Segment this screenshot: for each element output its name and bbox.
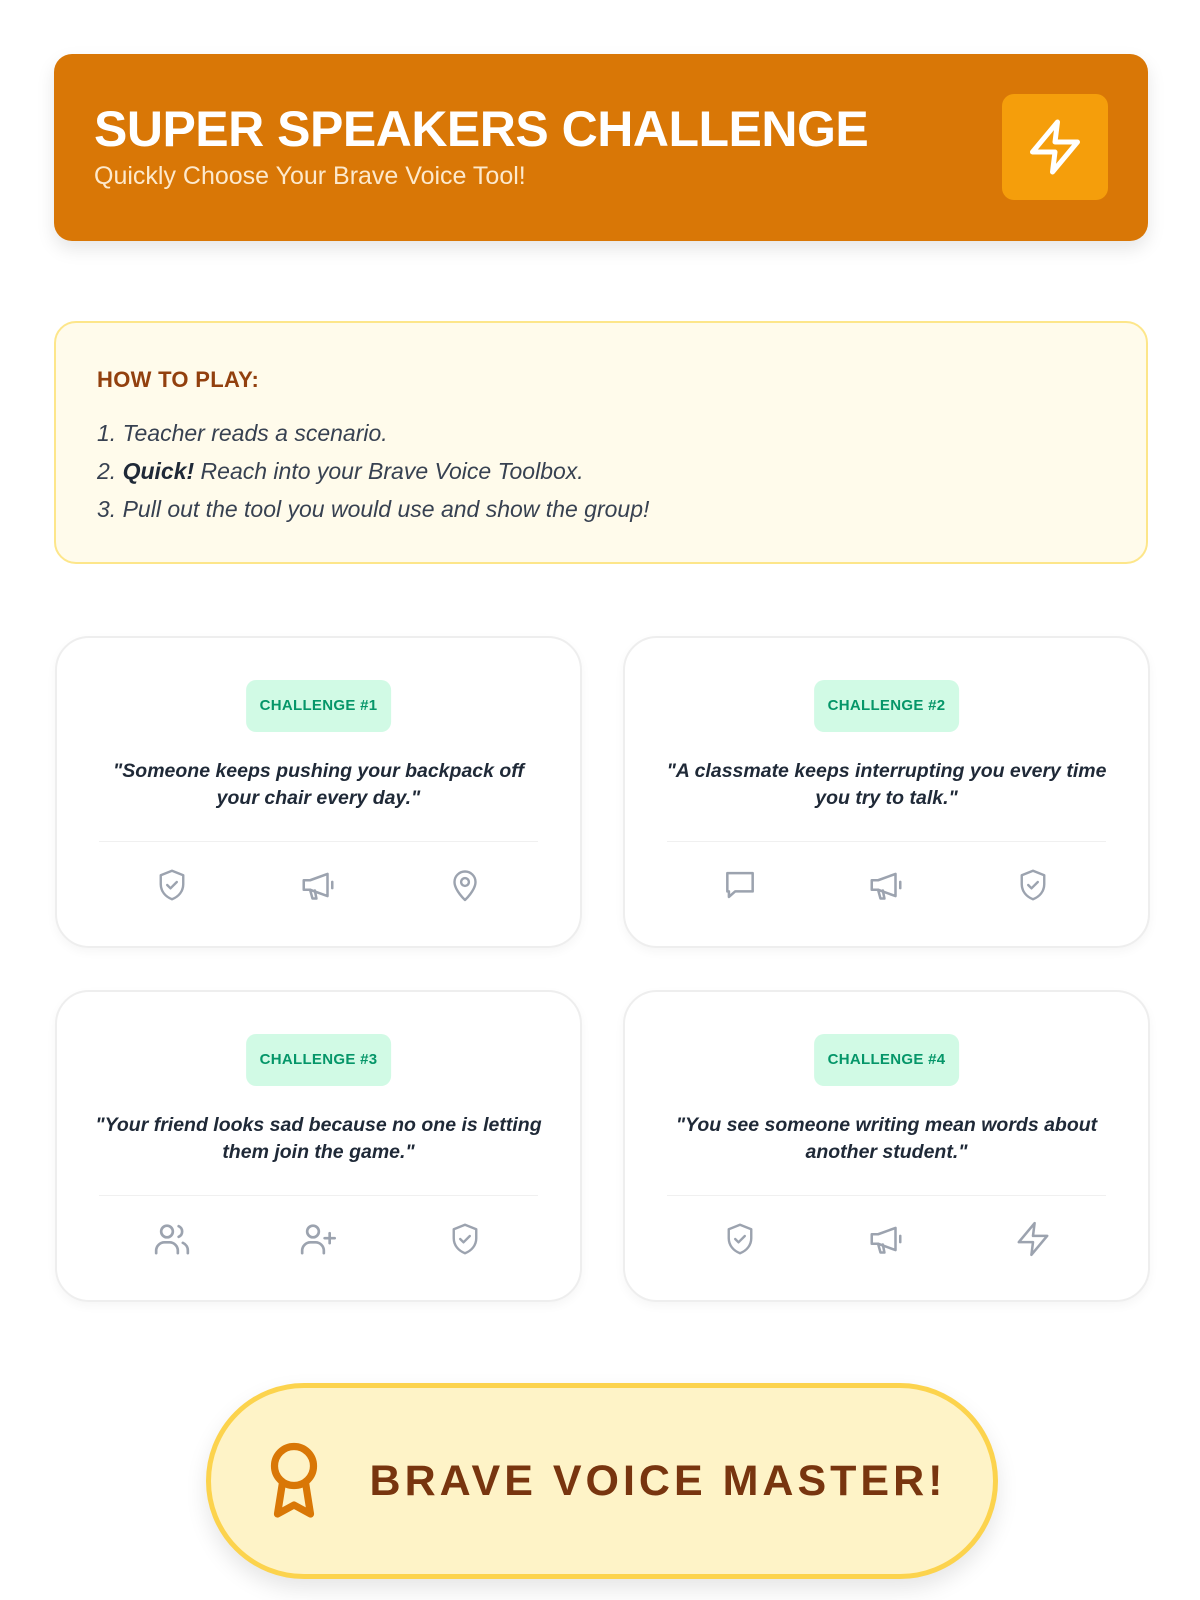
header-banner	[54, 54, 1148, 241]
tool-icons	[99, 863, 538, 907]
challenge-badge: CHALLENGE #4	[814, 1034, 960, 1086]
megaphone-icon[interactable]	[296, 863, 340, 907]
challenge-scenario: "Your friend looks sad because no one is letting them join the game."	[95, 1114, 542, 1163]
users-icon[interactable]	[150, 1217, 194, 1261]
step-item: 2. Quick! Reach into your Brave Voice Toolbox.	[97, 458, 584, 484]
challenge-scenario: "You see someone writing mean words about another student."	[675, 1114, 1098, 1163]
how-to-play-panel	[54, 321, 1148, 564]
challenge-badge: CHALLENGE #2	[814, 680, 960, 732]
user-plus-icon[interactable]	[296, 1217, 340, 1261]
challenge-badge: CHALLENGE #3	[246, 1034, 392, 1086]
step-item: 3. Pull out the tool you would use and show the group!	[97, 496, 650, 522]
challenge-card-4	[623, 990, 1150, 1302]
chat-bubble-icon[interactable]	[718, 863, 762, 907]
brave-voice-master-button[interactable]	[206, 1383, 998, 1579]
step-item: 1. Teacher reads a scenario.	[97, 420, 388, 446]
challenge-card-3	[55, 990, 582, 1302]
megaphone-icon[interactable]	[864, 1217, 908, 1261]
tool-icons	[99, 1217, 538, 1261]
divider	[667, 841, 1106, 842]
challenge-badge: CHALLENGE #1	[246, 680, 392, 732]
shield-check-icon[interactable]	[443, 1217, 487, 1261]
page-title: SUPER SPEAKERS CHALLENGE	[94, 101, 869, 157]
challenge-card-1	[55, 636, 582, 948]
shield-check-icon[interactable]	[150, 863, 194, 907]
shield-check-icon[interactable]	[718, 1217, 762, 1261]
tool-icons	[667, 863, 1106, 907]
divider	[99, 841, 538, 842]
award-ribbon-icon	[258, 1439, 330, 1523]
tool-icons	[667, 1217, 1106, 1261]
challenge-scenario: "A classmate keeps interrupting you every time you try to talk."	[666, 760, 1107, 809]
divider	[667, 1195, 1106, 1196]
megaphone-icon[interactable]	[864, 863, 908, 907]
challenge-card-2	[623, 636, 1150, 948]
master-button-label: BRAVE VOICE MASTER!	[369, 1456, 947, 1505]
how-to-play-steps	[97, 414, 649, 528]
lightning-icon	[1025, 117, 1085, 177]
page-subtitle: Quickly Choose Your Brave Voice Tool!	[94, 162, 526, 190]
divider	[99, 1195, 538, 1196]
shield-check-icon[interactable]	[1011, 863, 1055, 907]
header-badge	[1002, 94, 1108, 200]
how-to-play-title: HOW TO PLAY:	[97, 367, 260, 392]
lightning-icon[interactable]	[1011, 1217, 1055, 1261]
challenge-scenario: "Someone keeps pushing your backpack off your chair every day."	[113, 760, 524, 809]
map-pin-icon[interactable]	[443, 863, 487, 907]
